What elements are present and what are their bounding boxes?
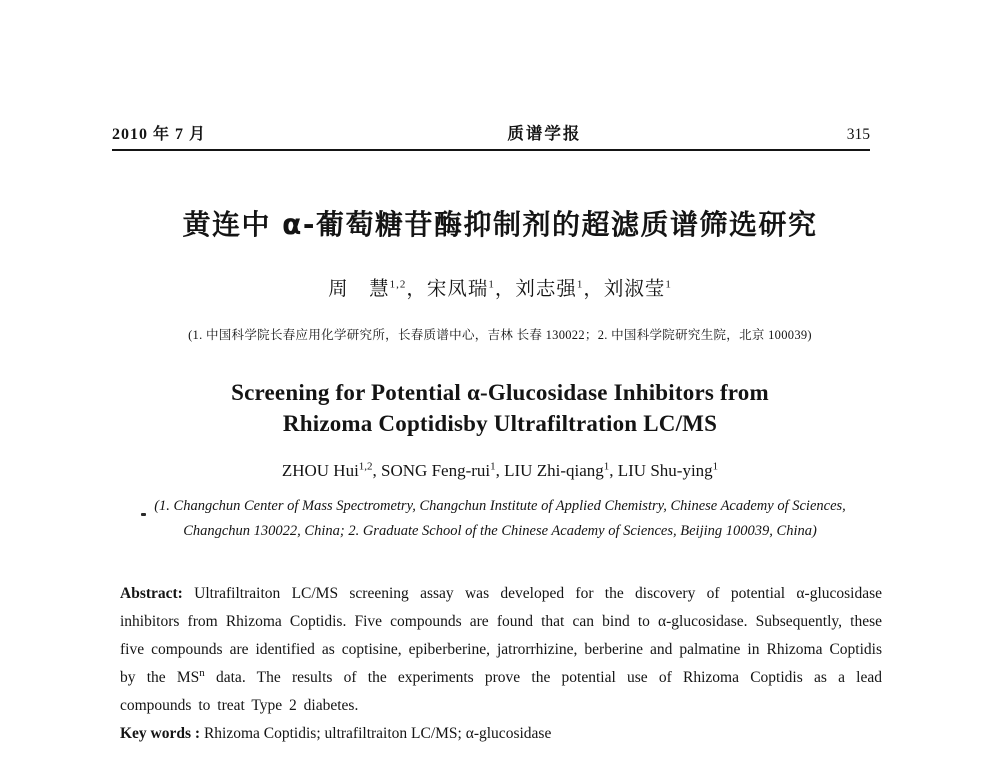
header-page-number: 315 (846, 126, 870, 143)
abstract-label: Abstract: (120, 585, 183, 602)
author-separator: , (372, 461, 382, 480)
author-en: ZHOU Hui$^{1,2}$, (281, 460, 382, 480)
author-cn: 宋凤瑞$^1$， (426, 278, 516, 300)
affiliation-en (0, 494, 1000, 544)
header-date: 2010 年 7 月 (112, 126, 207, 143)
author-affiliation-superscript: 1 (603, 460, 610, 473)
article-title-en-line2: Rhizoma Coptidisby Ultrafiltration LC/MS (282, 411, 718, 436)
running-head (112, 0, 870, 151)
abstract-text-continued: data. The results of the experiments prove the potential use of Rhizoma Coptidis as a lead compounds to treat Type 2 diabetes. (120, 669, 882, 714)
keywords-text: Rhizoma Coptidis; ultrafiltraiton LC/MS; α-glucosidase (203, 725, 552, 742)
author-separator: ， (494, 279, 516, 300)
authors-cn (0, 273, 1000, 301)
ms-n-superscript: n (199, 666, 205, 679)
author-separator: ， (406, 279, 427, 300)
author-en: LIU Zhi-qiang$^1$, (504, 460, 618, 480)
keywords-label: Key words : (120, 725, 201, 742)
author-affiliation-superscript: 1 (576, 278, 584, 291)
affiliation-cn: (1. 中国科学院长春应用化学研究所，长春质谱中心，吉林 长春 130022；2. 中国科学院研究生院，北京 100039) (188, 328, 812, 342)
author-affiliation-superscript: 1,2 (358, 460, 373, 473)
author-cn: 刘志强$^1$， (515, 278, 604, 300)
keywords-line (120, 720, 882, 748)
author-affiliation-superscript: 1,2 (389, 278, 407, 291)
author-affiliation-superscript: 1 (490, 460, 496, 473)
author-cn: 周 慧$^{1,2}$， (328, 278, 427, 300)
author-separator: , (609, 461, 618, 480)
abstract-paragraph (120, 580, 882, 720)
author-separator: , (495, 461, 505, 480)
author-cn: 刘淑莹$^1$ (603, 278, 672, 300)
author-affiliation-superscript: 1 (712, 460, 719, 473)
affiliation-en-line1: (1. Changchun Center of Mass Spectrometry, Changchun Institute of Applied Chemistry, Chinese Academy of Sciences, (154, 498, 846, 514)
authors-en (0, 461, 1000, 481)
author-en: SONG Feng-rui$^1$, (381, 460, 505, 480)
author-affiliation-superscript: 1 (488, 278, 495, 291)
author-en: LIU Shu-ying$^1$ (617, 460, 719, 480)
author-separator: ， (583, 279, 604, 300)
abstract-text: Ultrafiltraiton LC/MS screening assay was developed for the discovery of potential α-glucosidase inhibitors from Rhizoma Coptidis. Five compounds are found that can bind to α-glucosidase. Subsequently, these five compounds are identified as coptisine, epiberberine, jatrorrhizine, berberine and palmatine in Rhizoma Coptidis by the MS (120, 585, 883, 686)
header-journal-title: 质谱学报 (507, 124, 582, 143)
affiliation-en-line2: Changchun 130022, China; 2. Graduate School of the Chinese Academy of Sciences, Beijing 100039, China) (183, 523, 817, 539)
author-affiliation-superscript: 1 (665, 278, 672, 291)
article-title-en (60, 377, 940, 439)
article-title-cn: 黄连中 α-葡萄糖苷酶抑制剂的超滤质谱筛选研究 (182, 208, 818, 241)
article-title-en-line1: Screening for Potential α-Glucosidase Inhibitors from (231, 380, 769, 405)
scan-artifact (141, 513, 146, 516)
